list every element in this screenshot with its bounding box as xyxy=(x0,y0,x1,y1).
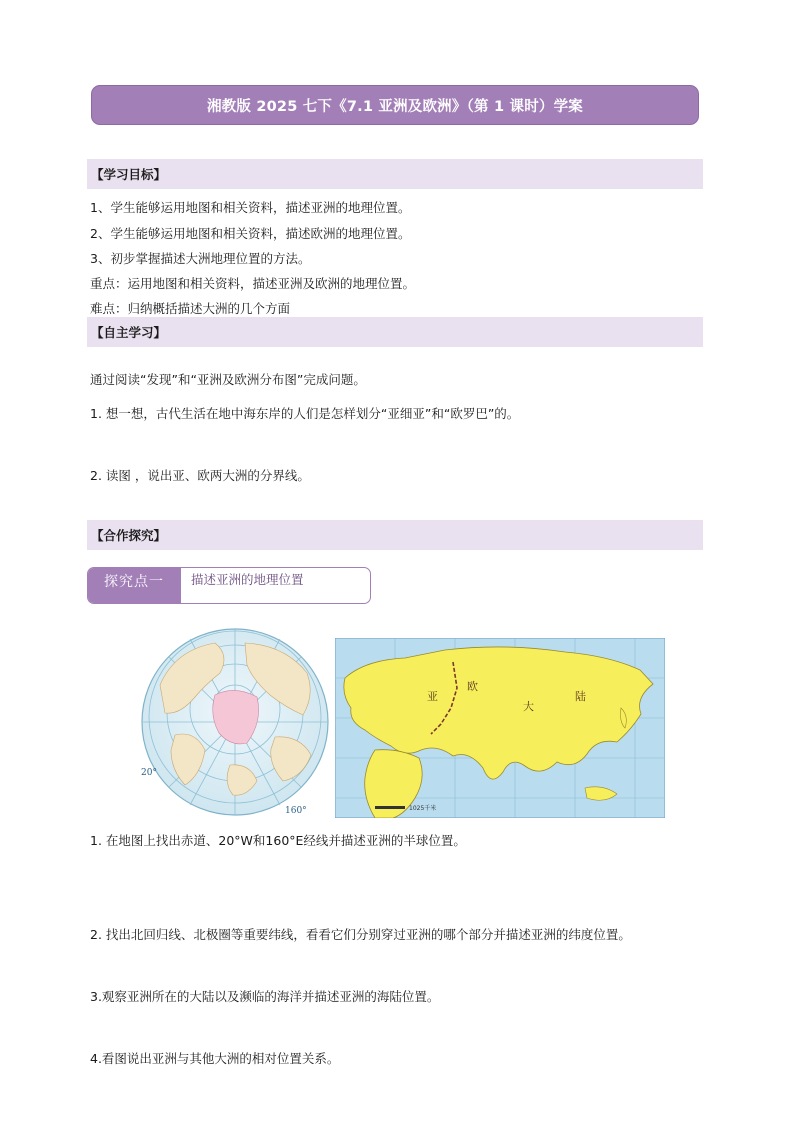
objective-item-1: 1、学生能够运用地图和相关资料，描述亚洲的地理位置。 xyxy=(90,200,411,215)
explore-point-tag: 探究点一 xyxy=(88,568,180,603)
section-heading-cooperative: 【合作探究】 xyxy=(87,520,703,550)
page-title: 湘教版 2025 七下《7.1 亚洲及欧洲》（第 1 课时）学案 xyxy=(91,85,699,125)
map-label-lu: 陆 xyxy=(575,690,586,703)
explore-question-1: 1. 在地图上找出赤道、20°W和160°E经线并描述亚洲的半球位置。 xyxy=(90,833,466,848)
explore-point-topic: 描述亚洲的地理位置 xyxy=(180,568,370,603)
map-scale-label: 1025千米 xyxy=(409,805,437,812)
map-label-asia: 亚 xyxy=(427,690,438,703)
objective-item-2: 2、学生能够运用地图和相关资料，描述欧洲的地理位置。 xyxy=(90,226,411,241)
explore-question-4: 4.看图说出亚洲与其他大洲的相对位置关系。 xyxy=(90,1051,340,1066)
self-study-question-1: 1. 想一想，古代生活在地中海东岸的人们是怎样划分“亚细亚”和“欧罗巴”的。 xyxy=(90,406,520,421)
globe-label-20: 20° xyxy=(141,768,157,778)
explore-point-box xyxy=(87,567,371,604)
polar-globe-map xyxy=(135,625,335,820)
self-study-question-2: 2. 读图 ，说出亚、欧两大洲的分界线。 xyxy=(90,468,310,483)
explore-question-2: 2. 找出北回归线、北极圈等重要纬线，看看它们分别穿过亚洲的哪个部分并描述亚洲的纬度位置。 xyxy=(90,927,631,942)
explore-question-3: 3.观察亚洲所在的大陆以及濒临的海洋并描述亚洲的海陆位置。 xyxy=(90,989,440,1004)
key-point: 重点：运用地图和相关资料，描述亚洲及欧洲的地理位置。 xyxy=(90,276,416,291)
map-label-da: 大 xyxy=(523,700,534,713)
section-heading-self-study: 【自主学习】 xyxy=(87,317,703,347)
section-heading-objectives: 【学习目标】 xyxy=(87,159,703,189)
objective-item-3: 3、初步掌握描述大洲地理位置的方法。 xyxy=(90,251,311,266)
self-study-intro: 通过阅读“发现”和“亚洲及欧洲分布图”完成问题。 xyxy=(90,372,366,387)
globe-label-160: 160° xyxy=(285,806,307,816)
eurasia-map xyxy=(335,638,665,818)
difficult-point: 难点：归纳概括描述大洲的几个方面 xyxy=(90,301,291,316)
map-label-europe: 欧 xyxy=(467,680,478,693)
